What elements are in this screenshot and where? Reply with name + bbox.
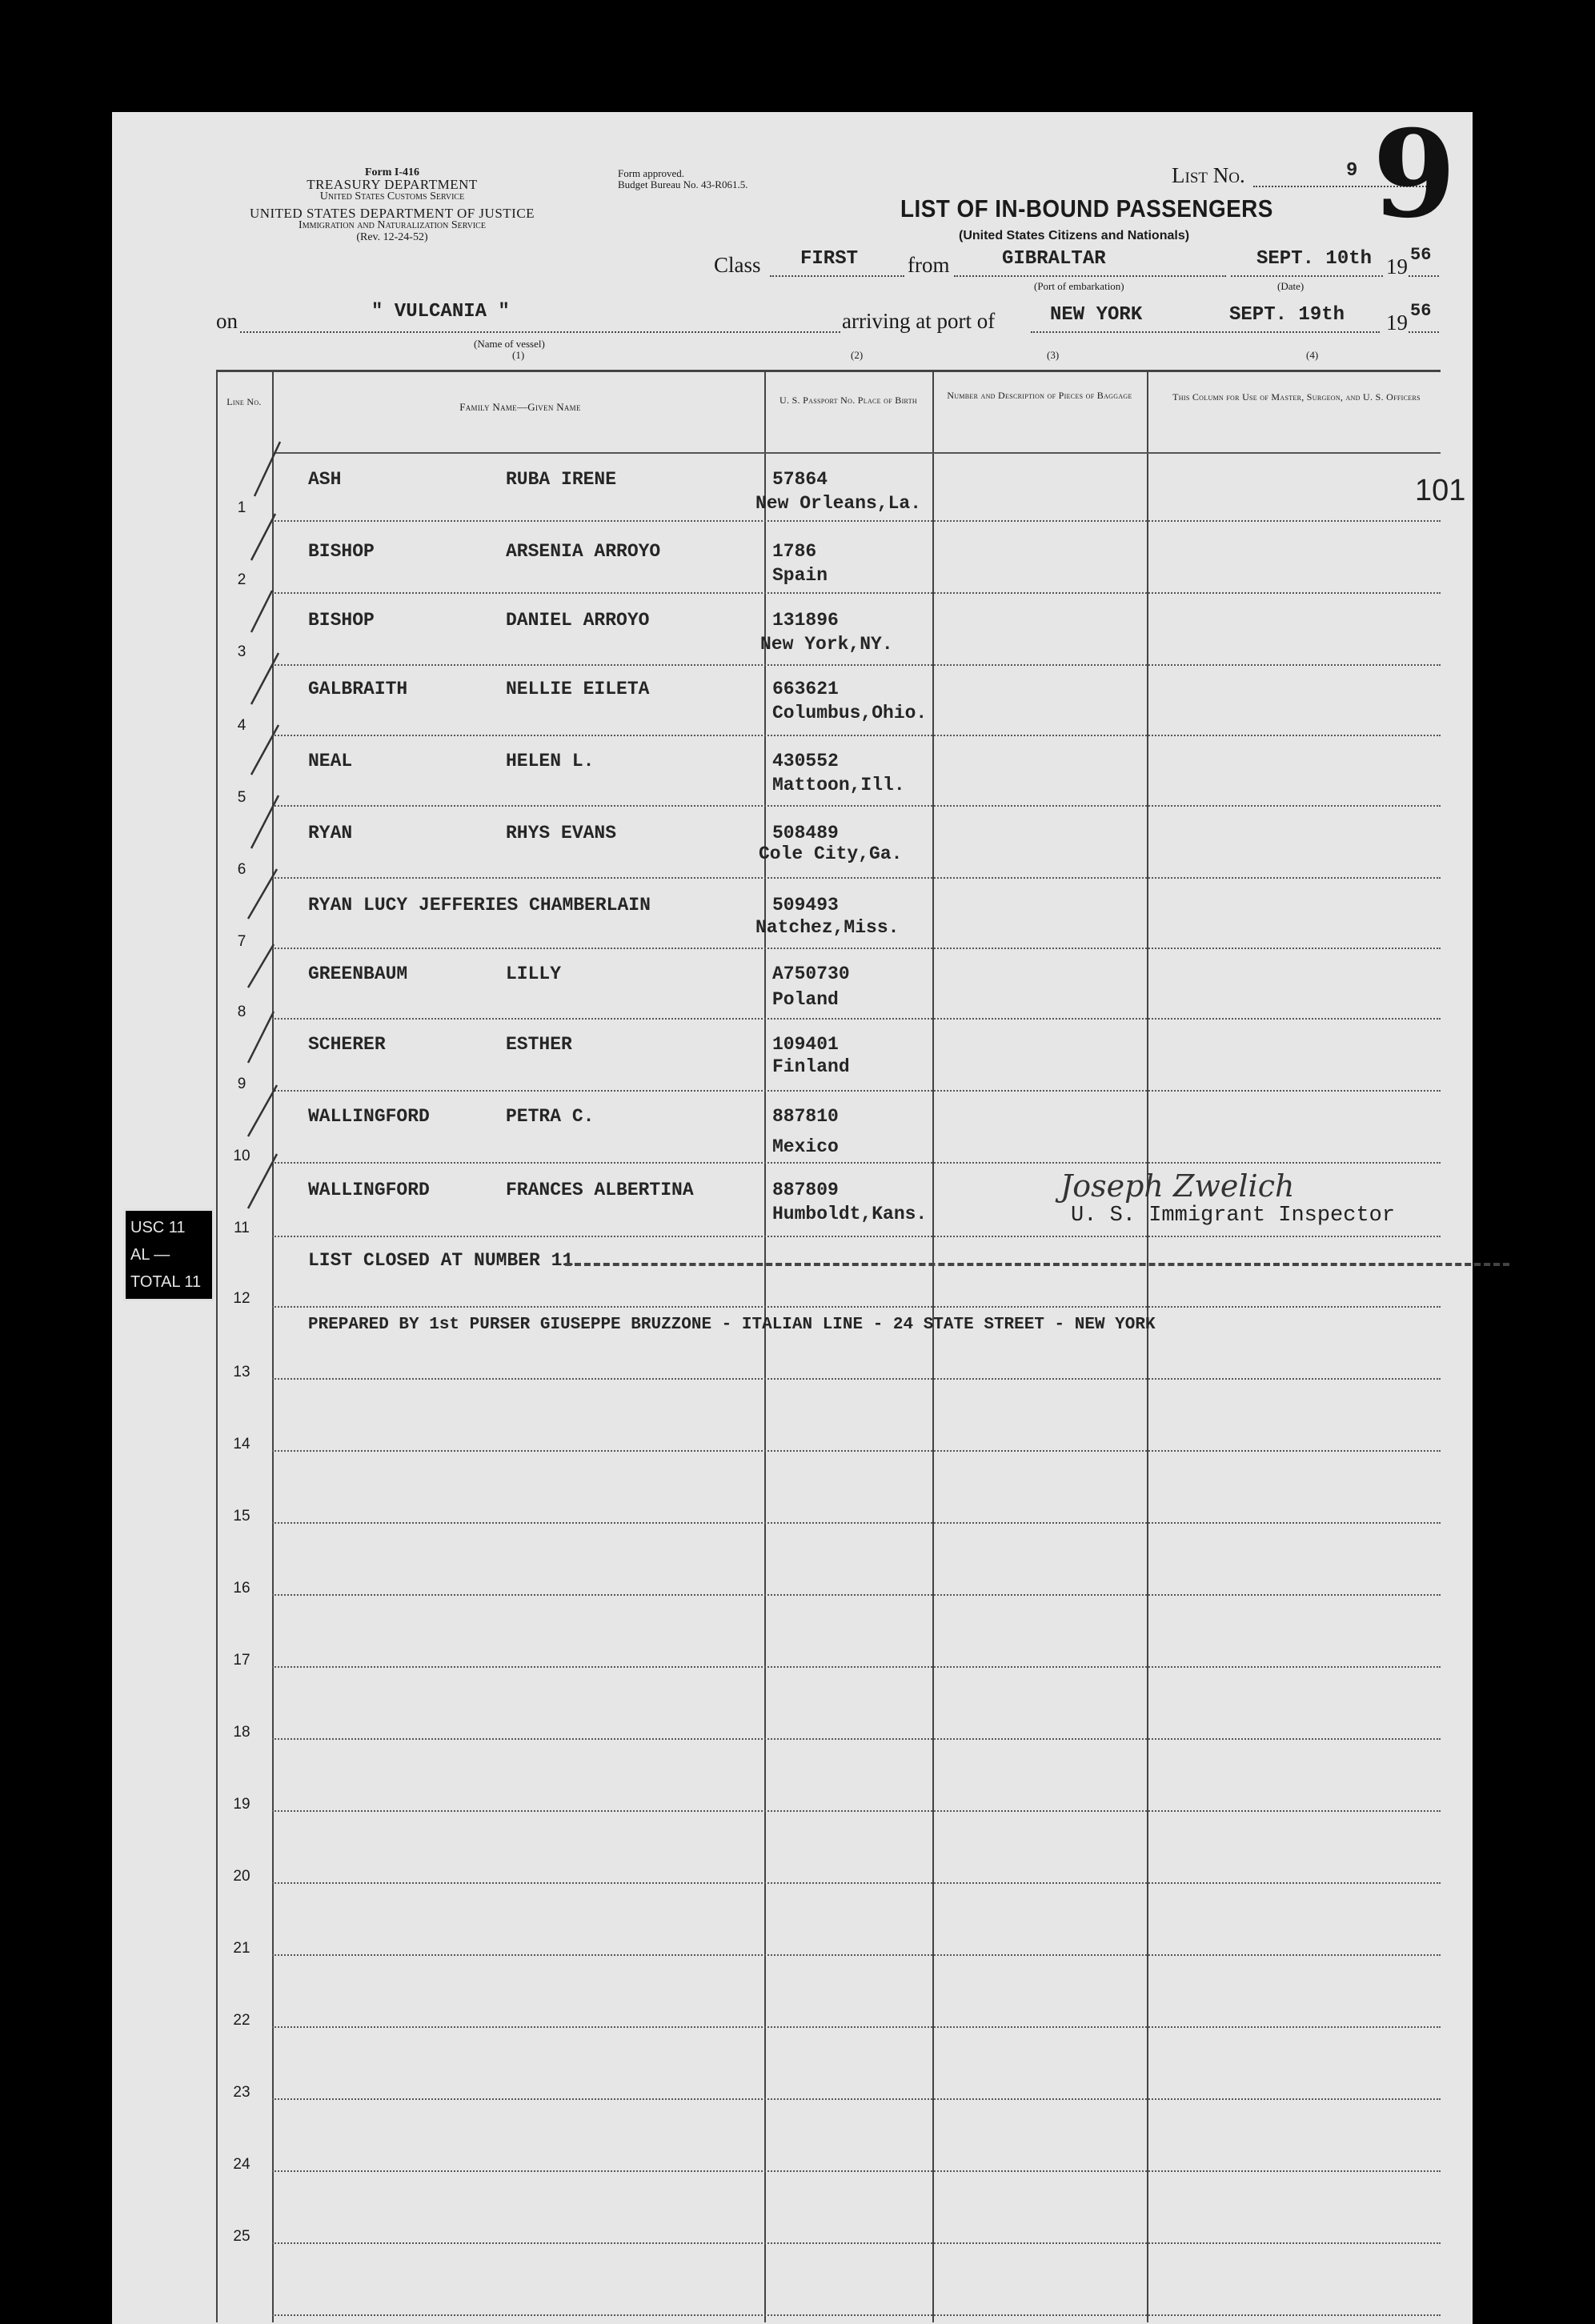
row-rule [272,1882,1441,1884]
vessel-name: " VULCANIA " [371,301,510,323]
given-name: PETRA C. [506,1106,595,1127]
line-number: 19 [233,1796,250,1813]
col-num-4: (4) [1306,349,1319,361]
row-rule [272,1162,1441,1164]
arrival-year-rule [1409,331,1439,333]
vessel-caption: (Name of vessel) [474,338,545,350]
passport-number: 109401 [772,1034,839,1055]
given-name: ARSENIA ARROYO [506,541,661,562]
approval-line-2: Budget Bureau No. 43-R061.5. [618,178,748,190]
given-name: DANIEL ARROYO [506,610,650,631]
place-of-birth: Finland [772,1056,850,1077]
line-number: 16 [233,1580,250,1597]
row-rule [272,1810,1441,1812]
class-value: FIRST [800,248,859,270]
col-num-1: (1) [512,349,525,361]
row-rule [272,1594,1441,1596]
prepared-by-note: PREPARED BY 1st PURSER GIUSEPPE BRUZZONE - ITALIAN LINE - 24 STATE STREET - NEW YORK [308,1316,1156,1334]
date-caption: (Date) [1277,280,1304,292]
header-line-no: Line No. [226,396,262,407]
immigration-service: Immigration and Naturalization Service [299,219,486,231]
inspector-signature: Joseph Zwelich [1060,1168,1295,1204]
list-no-label: List No. [1172,163,1245,187]
class-rule [770,275,904,277]
tally-usc: USC 11 [130,1219,186,1236]
given-name: HELEN L. [506,751,595,771]
line-number: 9 [237,1076,246,1092]
row-rule [272,1090,1441,1092]
header-name: Family Name—Given Name [459,401,581,413]
line-number: 4 [237,717,246,734]
arrival-port: NEW YORK [1050,304,1143,326]
depart-year-prefix: 19 [1386,254,1408,278]
row-rule [272,664,1441,666]
family-name: ASH [308,469,342,490]
depart-year-rule [1409,275,1439,277]
side-tally-box [123,1208,214,1301]
passport-number: A750730 [772,964,850,984]
family-name: GALBRAITH [308,679,408,699]
row-rule [272,1018,1441,1020]
table-left-border [216,370,218,2322]
family-name: BISHOP [308,541,375,562]
place-of-birth: New York,NY. [760,634,893,655]
row-rule [272,592,1441,594]
place-of-birth: Humboldt,Kans. [772,1204,928,1224]
place-of-birth: Columbus,Ohio. [772,703,928,723]
line-number: 15 [233,1508,250,1525]
manifest-page [112,104,1473,2324]
page-subtitle: (United States Citizens and Nationals) [959,229,1190,242]
arrival-rule [1031,331,1380,333]
row-rule [272,805,1441,807]
given-name: FRANCES ALBERTINA [506,1180,694,1200]
row-rule [272,1236,1441,1237]
row-rule [272,520,1441,522]
vessel-rule [240,331,840,333]
depart-year: 56 [1410,245,1432,265]
table-top-rule [216,370,1441,372]
customs-service: United States Customs Service [319,190,465,202]
line-number: 8 [237,1004,246,1020]
passport-number: 508489 [772,823,839,843]
line-number: 17 [233,1652,250,1669]
place-of-birth: Mexico [772,1136,839,1157]
arrival-year-prefix: 19 [1386,311,1408,335]
row-rule [272,877,1441,879]
place-of-birth: Poland [772,989,839,1010]
divider-name [764,370,766,2322]
row-rule [272,2098,1441,2100]
check-marks [232,416,296,1264]
page-title: LIST OF IN-BOUND PASSENGERS [900,194,1273,222]
row-rule [272,1522,1441,1524]
embark-port: GIBRALTAR [1002,248,1106,270]
col-num-3: (3) [1047,349,1060,361]
stamp-number: 101 [1415,474,1466,507]
line-number: 5 [237,789,246,806]
line-number: 20 [233,1868,250,1885]
arrival-date: SEPT. 19th [1229,304,1345,326]
line-number: 14 [233,1436,250,1452]
family-name: BISHOP [308,610,375,631]
header-passport: U. S. Passport No. Place of Birth [779,395,917,406]
passport-number: 1786 [772,541,817,562]
row-rule [272,2170,1441,2172]
arriving-label: arriving at port of [842,309,996,333]
row-rule [272,735,1441,736]
form-number: Form I-416 [364,166,420,178]
header-officers: This Column for Use of Master, Surgeon, and U. S. Officers [1172,391,1421,403]
depart-date-rule [1231,275,1383,277]
col-num-2: (2) [851,349,864,361]
line-number: 24 [233,2156,250,2173]
row-rule [272,1450,1441,1452]
row-rule [272,2242,1441,2244]
on-label: on [216,309,238,333]
row-rule [272,2026,1441,2028]
line-number: 18 [233,1724,250,1741]
list-no-typed: 9 [1346,160,1358,182]
passport-number: 887809 [772,1180,839,1200]
line-number: 10 [233,1148,250,1164]
line-number: 6 [237,861,246,878]
row-rule [272,2314,1441,2316]
place-of-birth: Mattoon,Ill. [772,775,905,795]
tally-al: AL — [130,1246,170,1264]
passport-number: 57864 [772,469,828,490]
line-number: 23 [233,2084,250,2101]
line-number: 25 [233,2228,250,2245]
passport-number: 663621 [772,679,839,699]
given-name: RUBA IRENE [506,469,617,490]
approval-line-1: Form approved. [618,167,685,179]
line-number: 2 [237,571,246,588]
divider-baggage [1147,370,1148,2322]
form-agency-header [200,166,584,243]
passport-number: 430552 [772,751,839,771]
line-number: 12 [233,1290,250,1307]
from-rule [954,275,1226,277]
arrival-year: 56 [1410,301,1432,321]
passport-number: 131896 [772,610,839,631]
from-label: from [908,253,950,277]
tally-total: TOTAL 11 [130,1273,202,1291]
depart-date: SEPT. 10th [1256,248,1373,270]
family-name: WALLINGFORD [308,1180,430,1200]
list-closed-strike [565,1263,1509,1266]
passport-number: 887810 [772,1106,839,1127]
divider-passport [932,370,934,2322]
line-number: 13 [233,1364,250,1380]
place-of-birth: New Orleans,La. [755,493,922,514]
row-rule [272,1306,1441,1308]
family-name: SCHERER [308,1034,386,1055]
place-of-birth: Natchez,Miss. [755,917,900,938]
family-name: NEAL [308,751,353,771]
place-of-birth: Cole City,Ga. [759,843,903,864]
inspector-label: U. S. Immigrant Inspector [1071,1204,1396,1228]
given-name: ESTHER [506,1034,572,1055]
port-caption: (Port of embarkation) [1034,280,1124,292]
justice-department: UNITED STATES DEPARTMENT OF JUSTICE [249,206,535,221]
header-bottom-rule [272,452,1441,454]
passport-number: 509493 [772,895,839,916]
place-of-birth: Spain [772,565,828,586]
budget-approval [618,168,747,190]
family-name: WALLINGFORD [308,1106,430,1127]
given-name: RHYS EVANS [506,823,617,843]
treasury-department: TREASURY DEPARTMENT [307,177,478,192]
header-baggage: Number and Description of Pieces of Baggage [947,390,1132,401]
row-rule [272,1666,1441,1668]
family-name: GREENBAUM [308,964,408,984]
given-name: LILLY [506,964,562,984]
row-rule [272,1378,1441,1380]
line-number: 7 [237,933,246,950]
line-number: 22 [233,2012,250,2029]
revision-date: (Rev. 12-24-52) [356,231,428,243]
family-name: RYAN [308,823,353,843]
line-number: 21 [233,1940,250,1957]
line-number: 1 [237,499,246,516]
line-number: 3 [237,643,246,660]
class-label: Class [714,253,761,277]
list-no-stamp: 9 [1373,104,1457,245]
family-name: RYAN LUCY JEFFERIES CHAMBERLAIN [308,895,651,916]
row-rule [272,948,1441,949]
row-rule [272,1954,1441,1956]
row-rule [272,1738,1441,1740]
given-name: NELLIE EILETA [506,679,650,699]
list-closed-note: LIST CLOSED AT NUMBER 11 [308,1250,574,1271]
line-number: 11 [234,1220,250,1236]
